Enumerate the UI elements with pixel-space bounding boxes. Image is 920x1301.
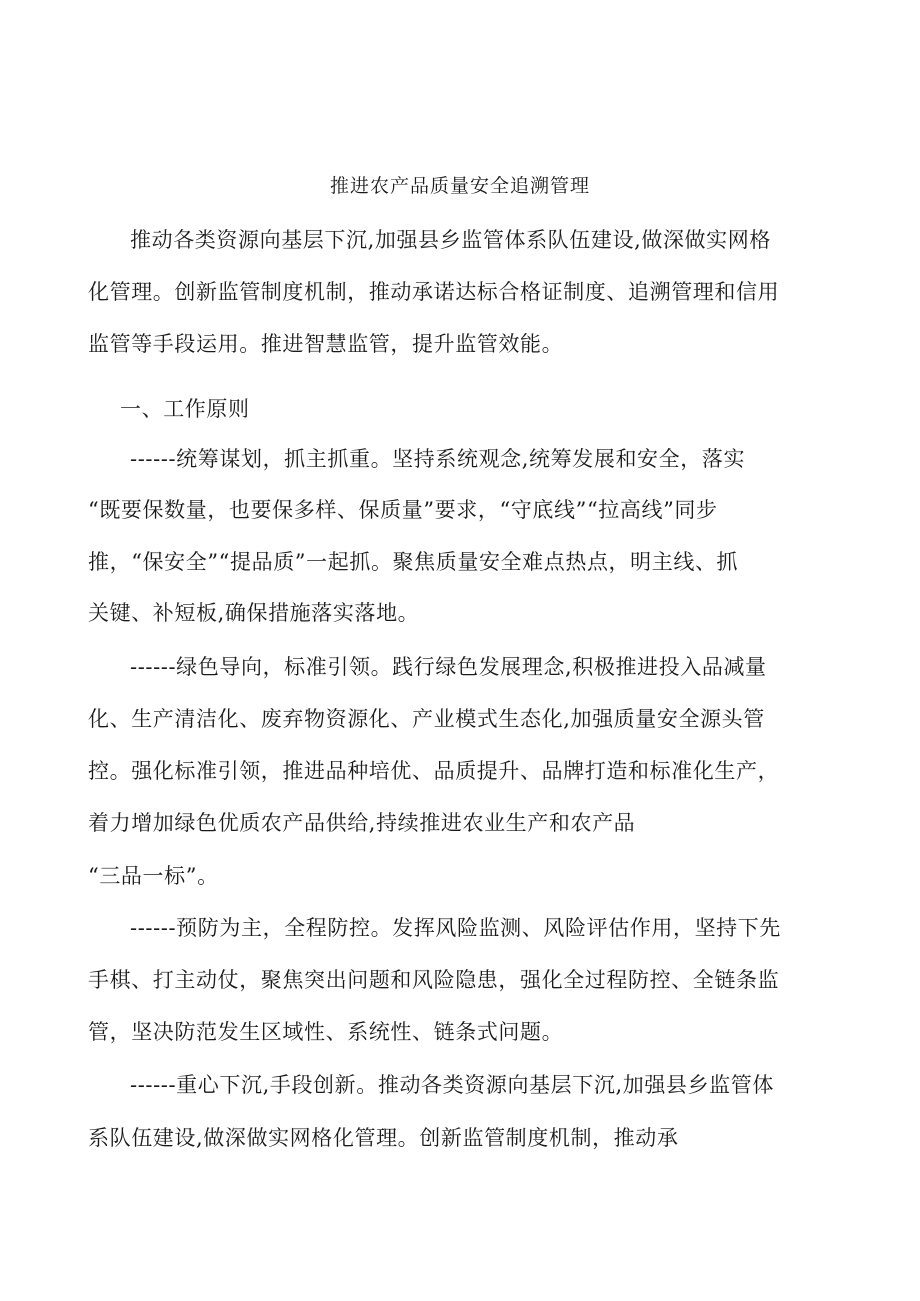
document-title: 推进农产品质量安全追溯管理: [329, 175, 590, 197]
principle-4-line-1: ------重心下沉,手段创新。推动各类资源向基层下沉,加强县乡监管体: [130, 1073, 774, 1097]
principle-4-line-2: 系队伍建设,做深做实网格化管理。创新监管制度机制，推动承: [88, 1126, 679, 1150]
principle-1-line-4: 关键、补短板,确保措施落实落地。: [88, 601, 420, 625]
principle-2-line-4: 着力增加绿色优质农产品供给,持续推进农业生产和农产品: [88, 811, 636, 835]
principle-1-line-2: “既要保数量，也要保多样、保质量”要求，“守底线”“拉高线”同步: [88, 498, 718, 522]
paragraph-1-line-3: 监管等手段运用。推进智慧监管，提升监管效能。: [88, 332, 564, 356]
principle-2-line-2: 化、生产清洁化、废弃物资源化、产业模式生态化,加强质量安全源头管: [88, 707, 765, 731]
principle-2-line-3: 控。强化标准引领，推进品种培优、品质提升、品牌打造和标准化生产，: [88, 759, 780, 783]
principle-3-line-1: ------预防为主，全程防控。发挥风险监测、风险评估作用，坚持下先: [130, 916, 781, 940]
principle-1-line-1: ------统筹谋划，抓主抓重。坚持系统观念,统筹发展和安全，落实: [130, 447, 746, 471]
section-heading-work-principles: 一、工作原则: [120, 397, 250, 421]
principle-1-line-3: 推，“保安全”“提品质”一起抓。聚焦质量安全难点热点，明主线、抓: [88, 550, 739, 574]
principle-3-line-2: 手棋、打主动仗，聚焦突出问题和风险隐患，强化全过程防控、全链条监: [88, 968, 780, 992]
principle-2-line-5: “三品一标”。: [88, 864, 219, 888]
principle-3-line-3: 管，坚决防范发生区域性、系统性、链条式问题。: [88, 1020, 564, 1044]
paragraph-1-line-1: 推动各类资源向基层下沉,加强县乡监管体系队伍建设,做深做实网格: [130, 228, 771, 252]
principle-2-line-1: ------绿色导向，标准引领。践行绿色发展理念,积极推进投入品减量: [130, 655, 767, 679]
paragraph-1-line-2: 化管理。创新监管制度机制，推动承诺达标合格证制度、追溯管理和信用: [88, 280, 780, 304]
